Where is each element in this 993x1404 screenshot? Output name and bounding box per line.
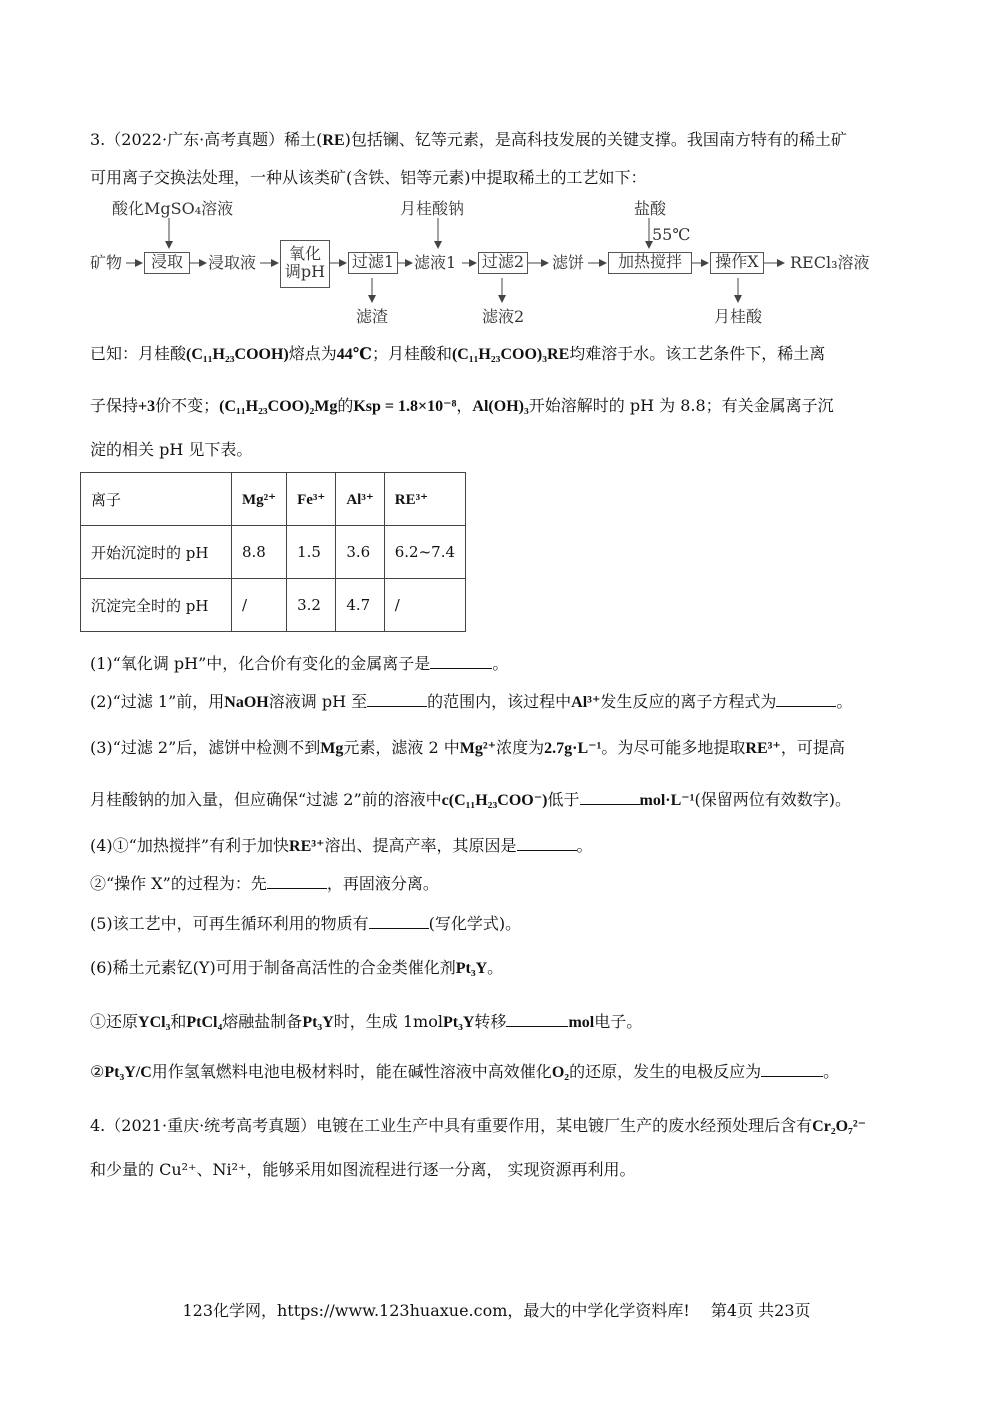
text: 和少量的 Cu²⁺、Ni²⁺，能够采用如图流程进行逐一分离， 实现资源再利用。 (90, 1160, 636, 1179)
formula: RE (322, 132, 345, 149)
formula: O₂ (551, 1064, 570, 1081)
q3-part-5 (90, 914, 521, 934)
flow-filter-cake: 滤饼 (552, 253, 585, 272)
table-header-cell: Fe³⁺ (287, 473, 336, 526)
text: (5)该工艺中，可再生循环利用的物质有 (90, 914, 369, 933)
table-cell: 6.2~7.4 (384, 526, 465, 579)
q3-intro-text: )包括镧、钇等元素，是高科技发展的关键支撑。我国南方特有的稀土矿 (344, 130, 847, 149)
flow-box-oxidize-ph (280, 240, 330, 288)
text: 价不变； (155, 396, 220, 415)
text: ②“操作 X”的过程为：先 (90, 874, 267, 893)
text: 已知：月桂酸 (90, 344, 187, 363)
answer-blank (506, 1012, 568, 1027)
text: 开始溶解时的 pH 为 8.8；有关金属离子沉 (528, 396, 834, 415)
flow-box-heat-stir: 加热搅拌 (608, 252, 692, 274)
text: 4.（2021·重庆·统考高考真题）电镀在工业生产中具有重要作用，某电镀厂生产的废水经预处理后含有 (90, 1116, 813, 1135)
text: (保留两位有效数字)。 (694, 790, 852, 809)
flow-end-recl3: RECl₃溶液 (790, 253, 870, 272)
text: ①还原 (90, 1012, 139, 1031)
flow-leachate: 浸取液 (208, 253, 257, 272)
formula: Mg (320, 740, 344, 757)
text: 的还原，发生的电极反应为 (569, 1062, 762, 1081)
table-cell: 8.8 (232, 526, 287, 579)
table-cell: / (232, 579, 287, 632)
q3-intro-text: 可用离子交换法处理，一种从该类矿(含铁、铝等元素)中提取稀土的工艺如下： (90, 168, 647, 187)
formula: (C₁₁H₂₃COO)₃RE (451, 346, 570, 363)
flow-box-ph-label: 调pH (284, 262, 326, 281)
text: 用作氢氧燃料电池电极材料时，能在碱性溶液中高效催化 (151, 1062, 552, 1081)
formula: (C₁₁H₂₃COOH) (186, 346, 289, 363)
text: 。 (836, 692, 853, 711)
q3-part-6-2 (90, 1062, 839, 1083)
text: 发生反应的离子方程式为 (600, 692, 777, 711)
text: (4)①“加热搅拌”有利于加快 (90, 836, 290, 855)
q3-part-2 (90, 692, 852, 713)
formula: RE³⁺ (289, 838, 325, 855)
text: 。 (576, 836, 593, 855)
reagent-sodium-laurate: 月桂酸钠 (400, 199, 465, 218)
text: (2)“过滤 1”前，用 (90, 692, 225, 711)
q3-intro-line-2 (90, 168, 647, 188)
table-row (81, 526, 466, 579)
table-header-cell: Al³⁺ (336, 473, 384, 526)
formula: mol·L⁻¹ (639, 792, 695, 809)
formula: Al³⁺ (571, 694, 601, 711)
formula: (C₁₁H₂₃COO)₂Mg (219, 398, 338, 415)
formula: Pt₃Y/C (104, 1064, 152, 1081)
q3-part-4-2 (90, 874, 439, 894)
q4-line-1 (90, 1116, 866, 1137)
flow-box-filter-2: 过滤2 (478, 252, 528, 274)
text: ，再固液分离。 (326, 874, 439, 893)
formula: YCl₃ (138, 1014, 171, 1031)
table-header-row (81, 473, 466, 526)
precipitation-ph-table (80, 472, 466, 632)
flow-output-lauric-acid: 月桂酸 (714, 307, 763, 326)
q3-part-3-line-1 (90, 738, 845, 759)
q3-known-line-3 (90, 440, 252, 460)
text: ② (90, 1062, 105, 1081)
formula: c(C₁₁H₂₃COO⁻) (441, 792, 548, 809)
answer-blank (580, 790, 640, 805)
text: 的 (337, 396, 354, 415)
table-cell: 开始沉淀时的 pH (81, 526, 232, 579)
formula: +3 (138, 398, 156, 415)
formula: Ksp = 1.8×10⁻⁸ (353, 398, 457, 415)
table-header-cell: RE³⁺ (384, 473, 465, 526)
formula: PtCl₄ (186, 1014, 223, 1031)
text: 均难溶于水。该工艺条件下，稀土离 (569, 344, 826, 363)
table-cell: 1.5 (287, 526, 336, 579)
answer-blank (776, 692, 836, 707)
answer-blank (761, 1062, 823, 1077)
table-cell: 3.2 (287, 579, 336, 632)
answer-blank (430, 654, 492, 669)
answer-blank (267, 874, 327, 889)
formula: RE³⁺ (745, 740, 781, 757)
formula: Pt₃Y (442, 1014, 475, 1031)
text: ， (456, 396, 473, 415)
q3-intro-line-1 (90, 130, 847, 151)
formula: Pt₃Y (302, 1014, 334, 1031)
q3-part-4-1 (90, 836, 593, 857)
table-header-cell: 离子 (81, 473, 232, 526)
q3-known-line-1 (90, 344, 825, 365)
text: 月桂酸钠的加入量，但应确保“过滤 2”前的溶液中 (90, 790, 442, 809)
formula: mol (568, 1014, 595, 1031)
text: 电子。 (594, 1012, 643, 1031)
q3-part-6-1 (90, 1012, 642, 1033)
formula: 44℃ (336, 346, 372, 363)
formula: Cr₂O₇²⁻ (812, 1118, 867, 1135)
text: (6)稀土元素钇(Y)可用于制备高活性的合金类催化剂 (90, 958, 456, 977)
temperature-label: 55℃ (652, 225, 691, 244)
text: 元素，滤液 2 中 (343, 738, 460, 757)
flow-box-leaching: 浸取 (144, 252, 190, 274)
flow-box-filter-1: 过滤1 (348, 252, 398, 274)
flow-filtrate-1: 滤液1 (414, 253, 457, 272)
q3-part-3-line-2 (90, 790, 851, 811)
text: 溶液调 pH 至 (268, 692, 368, 711)
q3-known-line-2 (90, 396, 834, 417)
table-cell: / (384, 579, 465, 632)
text: ；月桂酸和 (371, 344, 452, 363)
text: 转移 (474, 1012, 507, 1031)
text: 。 (492, 654, 509, 673)
table-header-cell: Mg²⁺ (232, 473, 287, 526)
page-footer: 123化学网，https://www.123huaxue.com，最大的中学化学资料库! 第4页 共23页 (182, 1301, 811, 1320)
flow-box-operation-x: 操作X (710, 252, 764, 274)
flow-output-residue: 滤渣 (356, 307, 389, 326)
text: (1)“氧化调 pH”中，化合价有变化的金属离子是 (90, 654, 431, 673)
table-cell: 沉淀完全时的 pH (81, 579, 232, 632)
answer-blank (369, 914, 429, 929)
text: ，可提高 (780, 738, 845, 757)
reagent-acidified-mgso4: 酸化MgSO₄溶液 (112, 199, 234, 218)
answer-blank (367, 692, 427, 707)
text: (写化学式)。 (428, 914, 522, 933)
reagent-hydrochloric-acid: 盐酸 (634, 199, 667, 218)
q3-intro-text: 3.（2022·广东·高考真题）稀土( (90, 130, 323, 149)
formula: Pt₃Y (455, 960, 488, 977)
table-row (81, 579, 466, 632)
text: 淀的相关 pH 见下表。 (90, 440, 253, 459)
text: 浓度为 (496, 738, 545, 757)
text: 。 (487, 958, 504, 977)
text: 低于 (547, 790, 580, 809)
text: 和 (170, 1012, 187, 1031)
process-flow-diagram (90, 196, 890, 332)
flow-output-filtrate-2: 滤液2 (482, 307, 525, 326)
formula: Al(OH)₃ (472, 398, 529, 415)
text: (3)“过滤 2”后，滤饼中检测不到 (90, 738, 321, 757)
text: 时，生成 1mol (333, 1012, 443, 1031)
formula: Mg²⁺ (459, 740, 497, 757)
text: 的范围内，该过程中 (427, 692, 572, 711)
formula: NaOH (224, 694, 269, 711)
table-cell: 4.7 (336, 579, 384, 632)
text: 熔点为 (288, 344, 337, 363)
text: 子保持 (90, 396, 139, 415)
text: 溶出、提高产率，其原因是 (324, 836, 517, 855)
q3-part-6 (90, 958, 503, 979)
q3-part-1 (90, 654, 508, 674)
text: 熔融盐制备 (222, 1012, 303, 1031)
q4-line-2 (90, 1160, 636, 1180)
flow-start-mineral: 矿物 (90, 253, 123, 272)
formula: 2.7g·L⁻¹ (544, 740, 602, 757)
text: 。 (823, 1062, 840, 1081)
flow-box-oxidize-label: 氧化 (288, 244, 321, 263)
text: 。为尽可能多地提取 (601, 738, 746, 757)
answer-blank (517, 836, 577, 851)
table-cell: 3.6 (336, 526, 384, 579)
